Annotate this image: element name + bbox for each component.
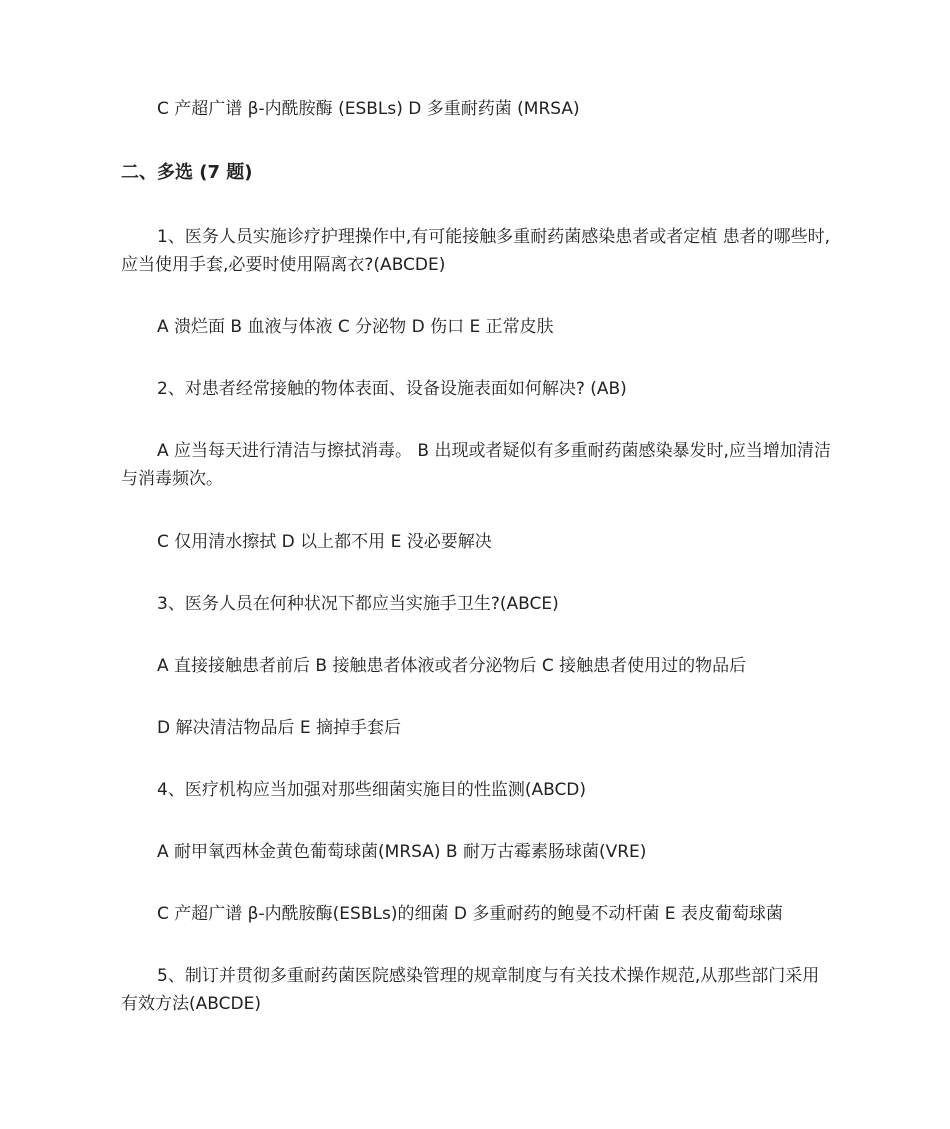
question-4: 4、医疗机构应当加强对那些细菌实施目的性监测(ABCD) [157,780,587,800]
question-5: 5、制订并贯彻多重耐药菌医院感染管理的规章制度与有关技术操作规范,从那些部门采用有效方法(ABCDE) [121,966,820,1014]
question-3-options-a-c: A 直接接触患者前后 B 接触患者体液或者分泌物后 C 接触患者使用过的物品后 [157,656,747,676]
question-3: 3、医务人员在何种状况下都应当实施手卫生?(ABCE) [157,594,559,614]
question-4-options-c-e: C 产超广谱 β-内酰胺酶(ESBLs)的细菌 D 多重耐药的鲍曼不动杆菌 E 表皮葡萄球菌 [157,904,783,924]
question-1: 1、医务人员实施诊疗护理操作中,有可能接触多重耐药菌感染患者或者定植 患者的哪些时,应当使用手套,必要时使用隔离衣?(ABCDE) [121,227,831,275]
question-1-options: A 溃烂面 B 血液与体液 C 分泌物 D 伤口 E 正常皮肤 [157,317,554,337]
question-4-options-a-b: A 耐甲氧西林金黄色葡萄球菌(MRSA) B 耐万古霉素肠球菌(VRE) [157,842,647,862]
question-3-options-d-e: D 解决清洁物品后 E 摘掉手套后 [157,718,402,738]
option-line-c-d: C 产超广谱 β-内酰胺酶 (ESBLs) D 多重耐药菌 (MRSA) [157,99,580,119]
section-heading-multiple-choice: 二、多选 (7 题) [121,162,253,183]
question-2: 2、对患者经常接触的物体表面、设备设施表面如何解决? (AB) [157,379,627,399]
question-2-options-c-e: C 仅用清水擦拭 D 以上都不用 E 没必要解决 [157,532,492,552]
question-2-options-a-b: A 应当每天进行清洁与擦拭消毒。 B 出现或者疑似有多重耐药菌感染暴发时,应当增加清洁与消毒频次。 [121,441,831,489]
